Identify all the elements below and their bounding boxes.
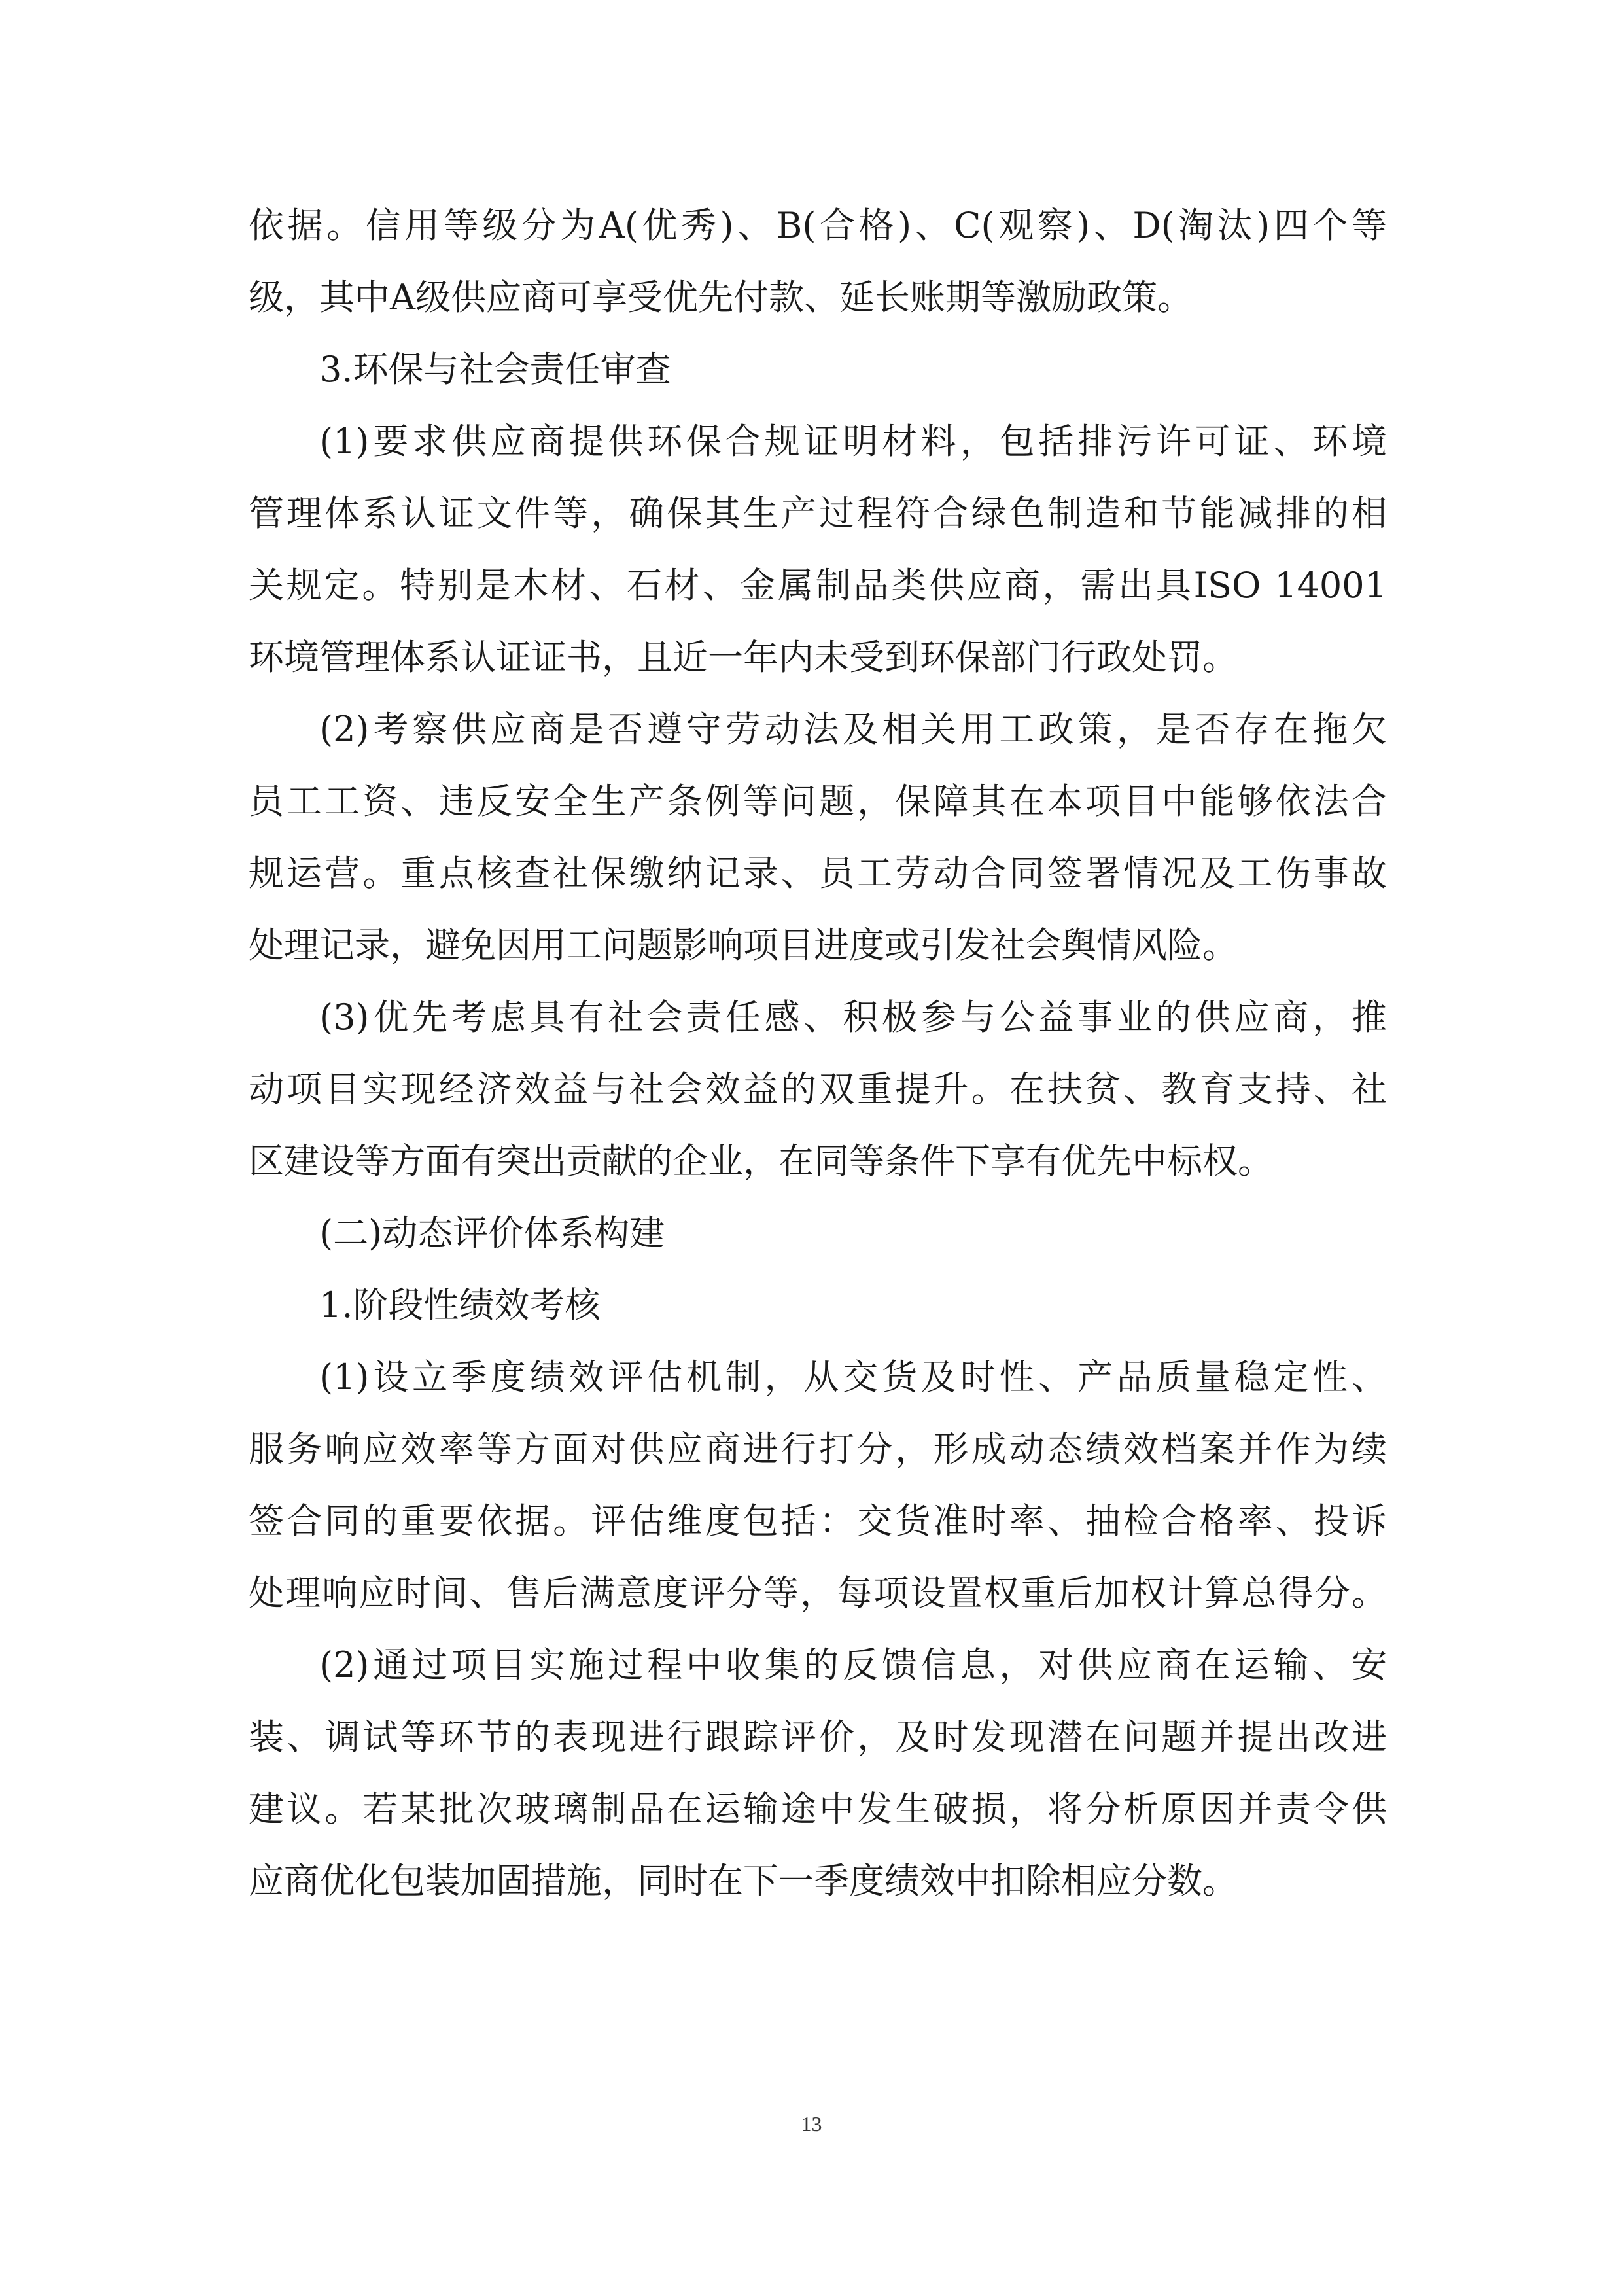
text-line: (1)要求供应商提供环保合规证明材料，包括排污许可证、环境 (319, 421, 1387, 462)
text-line: 级，其中A级供应商可享受优先付款、延长账期等激励政策。 (249, 277, 1193, 318)
text-line: 服务响应效率等方面对供应商进行打分，形成动态绩效档案并作为续 (249, 1428, 1387, 1470)
text-line: (2)通过项目实施过程中收集的反馈信息，对供应商在运输、安 (319, 1644, 1387, 1686)
text-line: (1)设立季度绩效评估机制，从交货及时性、产品质量稳定性、 (319, 1356, 1387, 1398)
document-body (249, 190, 1387, 1917)
text-line: 建议。若某批次玻璃制品在运输途中发生破损，将分析原因并责令供 (249, 1788, 1387, 1829)
text-line: 关规定。特别是木材、石材、金属制品类供应商，需出具ISO 14001 (249, 565, 1387, 606)
text-line: (3)优先考虑具有社会责任感、积极参与公益事业的供应商，推 (319, 997, 1387, 1038)
text-line: 规运营。重点核查社保缴纳记录、员工劳动合同签署情况及工伤事故 (249, 853, 1387, 894)
text-line: 环境管理体系认证证书，且近一年内未受到环保部门行政处罚。 (249, 637, 1238, 678)
section-heading: 3.环保与社会责任审查 (319, 349, 671, 390)
text-line: 签合同的重要依据。评估维度包括：交货准时率、抽检合格率、投诉 (249, 1500, 1387, 1542)
text-line: (2)考察供应商是否遵守劳动法及相关用工政策，是否存在拖欠 (319, 709, 1387, 750)
page-number: 13 (801, 2112, 822, 2136)
section-heading: 1.阶段性绩效考核 (319, 1284, 601, 1326)
text-line: 装、调试等环节的表现进行跟踪评价，及时发现潜在问题并提出改进 (249, 1716, 1387, 1757)
text-line: 动项目实现经济效益与社会效益的双重提升。在扶贫、教育支持、社 (249, 1069, 1387, 1110)
text-line: 处理响应时间、售后满意度评分等，每项设置权重后加权计算总得分。 (249, 1572, 1387, 1614)
text-line: 管理体系认证文件等，确保其生产过程符合绿色制造和节能减排的相 (249, 493, 1387, 534)
text-line: 区建设等方面有突出贡献的企业，在同等条件下享有优先中标权。 (249, 1140, 1273, 1182)
section-heading: (二)动态评价体系构建 (319, 1212, 665, 1254)
text-line: 依据。信用等级分为A(优秀)、B(合格)、C(观察)、D(淘汰)四个等 (249, 205, 1387, 246)
text-line: 应商优化包装加固措施，同时在下一季度绩效中扣除相应分数。 (249, 1860, 1238, 1901)
text-line: 员工工资、违反安全生产条例等问题，保障其在本项目中能够依法合 (249, 781, 1387, 822)
text-line: 处理记录，避免因用工问题影响项目进度或引发社会舆情风险。 (249, 925, 1238, 966)
